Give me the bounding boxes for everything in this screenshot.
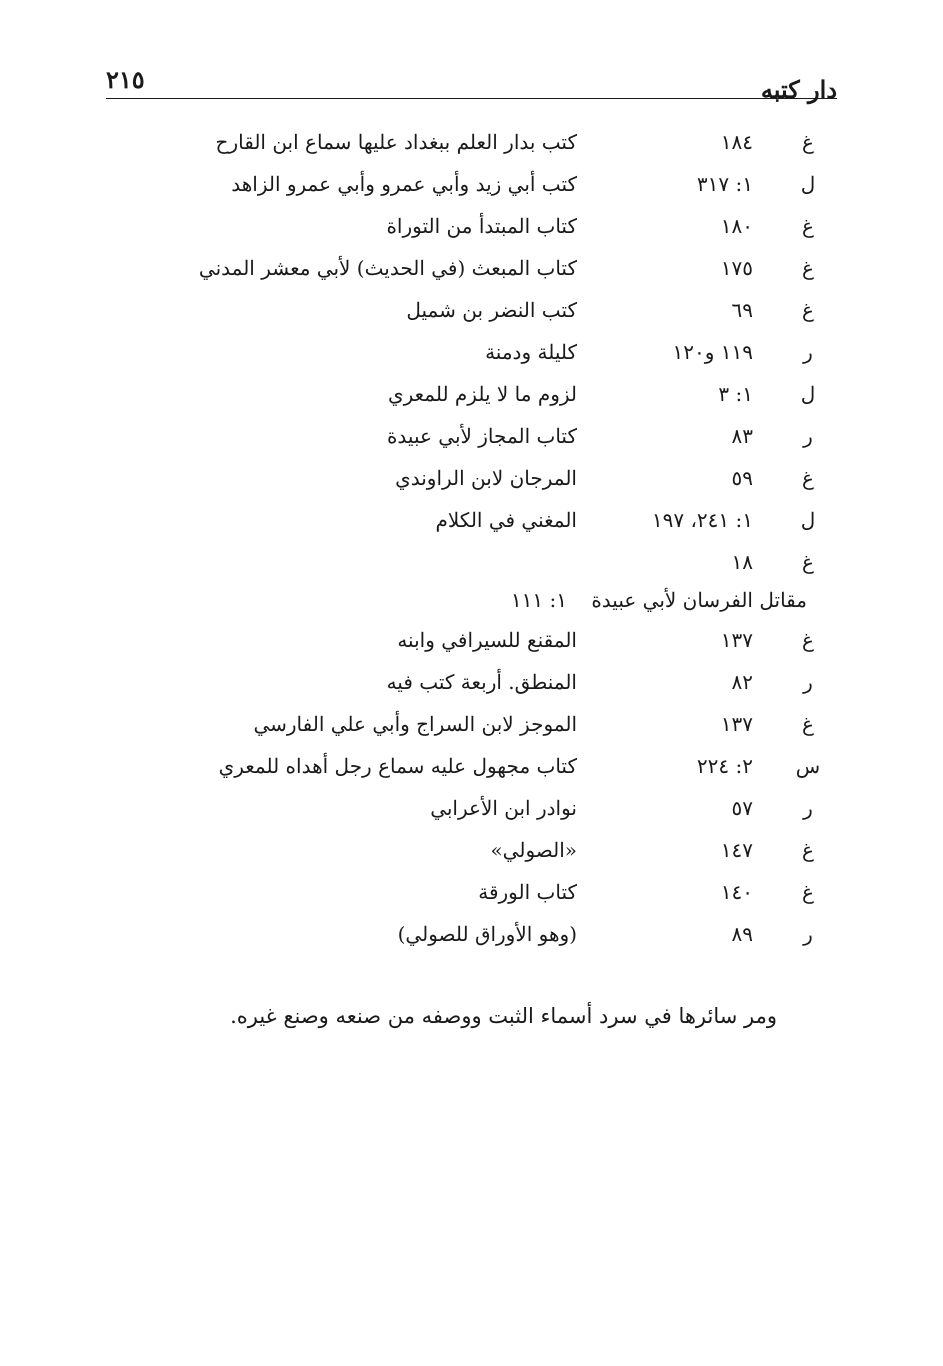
source-marker: غ (802, 256, 814, 280)
source-marker: ل (800, 172, 816, 196)
list-item (0, 374, 943, 414)
source-marker: غ (802, 130, 814, 154)
list-item (0, 914, 943, 954)
page-reference: ١٤٧ (720, 838, 753, 862)
page-reference: ١: ٣ (718, 382, 753, 406)
book-title: كتب بدار العلم ببغداد عليها سماع ابن القارح (215, 130, 577, 154)
book-title: الموجز لابن السراج وأبي علي الفارسي (253, 712, 577, 736)
source-marker: ر (803, 340, 813, 364)
book-title: كليلة ودمنة (485, 340, 577, 364)
book-title: المقنع للسيرافي وابنه (397, 628, 577, 652)
book-title: لزوم ما لا يلزم للمعري (387, 382, 577, 406)
page-number: ٢١٥ (106, 65, 145, 94)
book-title: كتب النضر بن شميل (406, 298, 577, 322)
book-title: كتاب المجاز لأبي عبيدة (386, 424, 577, 448)
page-reference: ١١٩ و١٢٠ (672, 340, 753, 364)
book-title: المغني في الكلام (435, 508, 577, 532)
page-reference: ١٣٧ (720, 712, 753, 736)
source-marker: غ (802, 466, 814, 490)
page-reference: ١٨ (731, 550, 753, 574)
source-marker: ل (800, 382, 816, 406)
page-reference: ١: ١١١ (510, 588, 567, 612)
book-title: المنطق. أربعة كتب فيه (386, 670, 577, 694)
page-reference: ١: ٣١٧ (696, 172, 753, 196)
book-title: كتاب المبتدأ من التوراة (386, 214, 577, 238)
list-item (0, 122, 943, 162)
book-title: «الصولي» (490, 838, 577, 862)
page-reference: ٨٣ (731, 424, 753, 448)
source-marker: ر (803, 922, 813, 946)
list-item (0, 332, 943, 372)
list-item (0, 248, 943, 288)
page-reference: ١٣٧ (720, 628, 753, 652)
header-rule (106, 98, 837, 99)
source-marker: ل (800, 508, 816, 532)
page-reference: ١٤٠ (720, 880, 753, 904)
book-title: مقاتل الفرسان لأبي عبيدة (591, 588, 807, 612)
page-reference: ٨٩ (731, 922, 753, 946)
book-title: (وهو الأوراق للصولي) (397, 922, 577, 946)
page-reference: ٥٧ (731, 796, 753, 820)
book-title: نوادر ابن الأعرابي (430, 796, 577, 820)
list-item (0, 662, 943, 702)
source-marker: ر (803, 424, 813, 448)
source-marker: ر (803, 796, 813, 820)
book-title: كتاب الورقة (478, 880, 577, 904)
book-title: كتب أبي زيد وأبي عمرو وأبي عمرو الزاهد (231, 172, 577, 196)
source-marker: غ (802, 550, 814, 574)
list-item (0, 830, 943, 870)
list-item (0, 458, 943, 498)
list-item (0, 164, 943, 204)
book-title: كتاب مجهول عليه سماع رجل أهداه للمعري (218, 754, 577, 778)
list-item (0, 290, 943, 330)
list-item (0, 746, 943, 786)
closing-note: ومر سائرها في سرد أسماء الثبت ووصفه من صنعه وصنع غيره. (230, 1004, 777, 1028)
page-reference: ٥٩ (731, 466, 753, 490)
book-title: المرجان لابن الراوندي (395, 466, 577, 490)
source-marker: غ (802, 298, 814, 322)
source-marker: غ (802, 838, 814, 862)
list-item (0, 620, 943, 660)
source-marker: غ (802, 214, 814, 238)
list-item (0, 206, 943, 246)
source-marker: غ (802, 628, 814, 652)
page-reference: ٦٩ (731, 298, 753, 322)
list-item (0, 788, 943, 828)
list-item (0, 500, 943, 540)
source-marker: غ (802, 712, 814, 736)
page-reference: ١٨٠ (720, 214, 753, 238)
page-reference: ٢: ٢٢٤ (696, 754, 753, 778)
list-item (0, 872, 943, 912)
list-item (0, 704, 943, 744)
page-reference: ١٨٤ (720, 130, 753, 154)
list-item (0, 416, 943, 456)
page-reference: ١: ٢٤١، ١٩٧ (651, 508, 753, 532)
book-title: كتاب المبعث (في الحديث) لأبي معشر المدني (198, 256, 577, 280)
list-item (0, 542, 943, 582)
page-reference: ٨٢ (731, 670, 753, 694)
running-title: دار كتبه (760, 75, 837, 104)
page-reference: ١٧٥ (720, 256, 753, 280)
source-marker: غ (802, 880, 814, 904)
list-item (0, 580, 943, 620)
source-marker: ر (803, 670, 813, 694)
source-marker: س (795, 754, 821, 778)
